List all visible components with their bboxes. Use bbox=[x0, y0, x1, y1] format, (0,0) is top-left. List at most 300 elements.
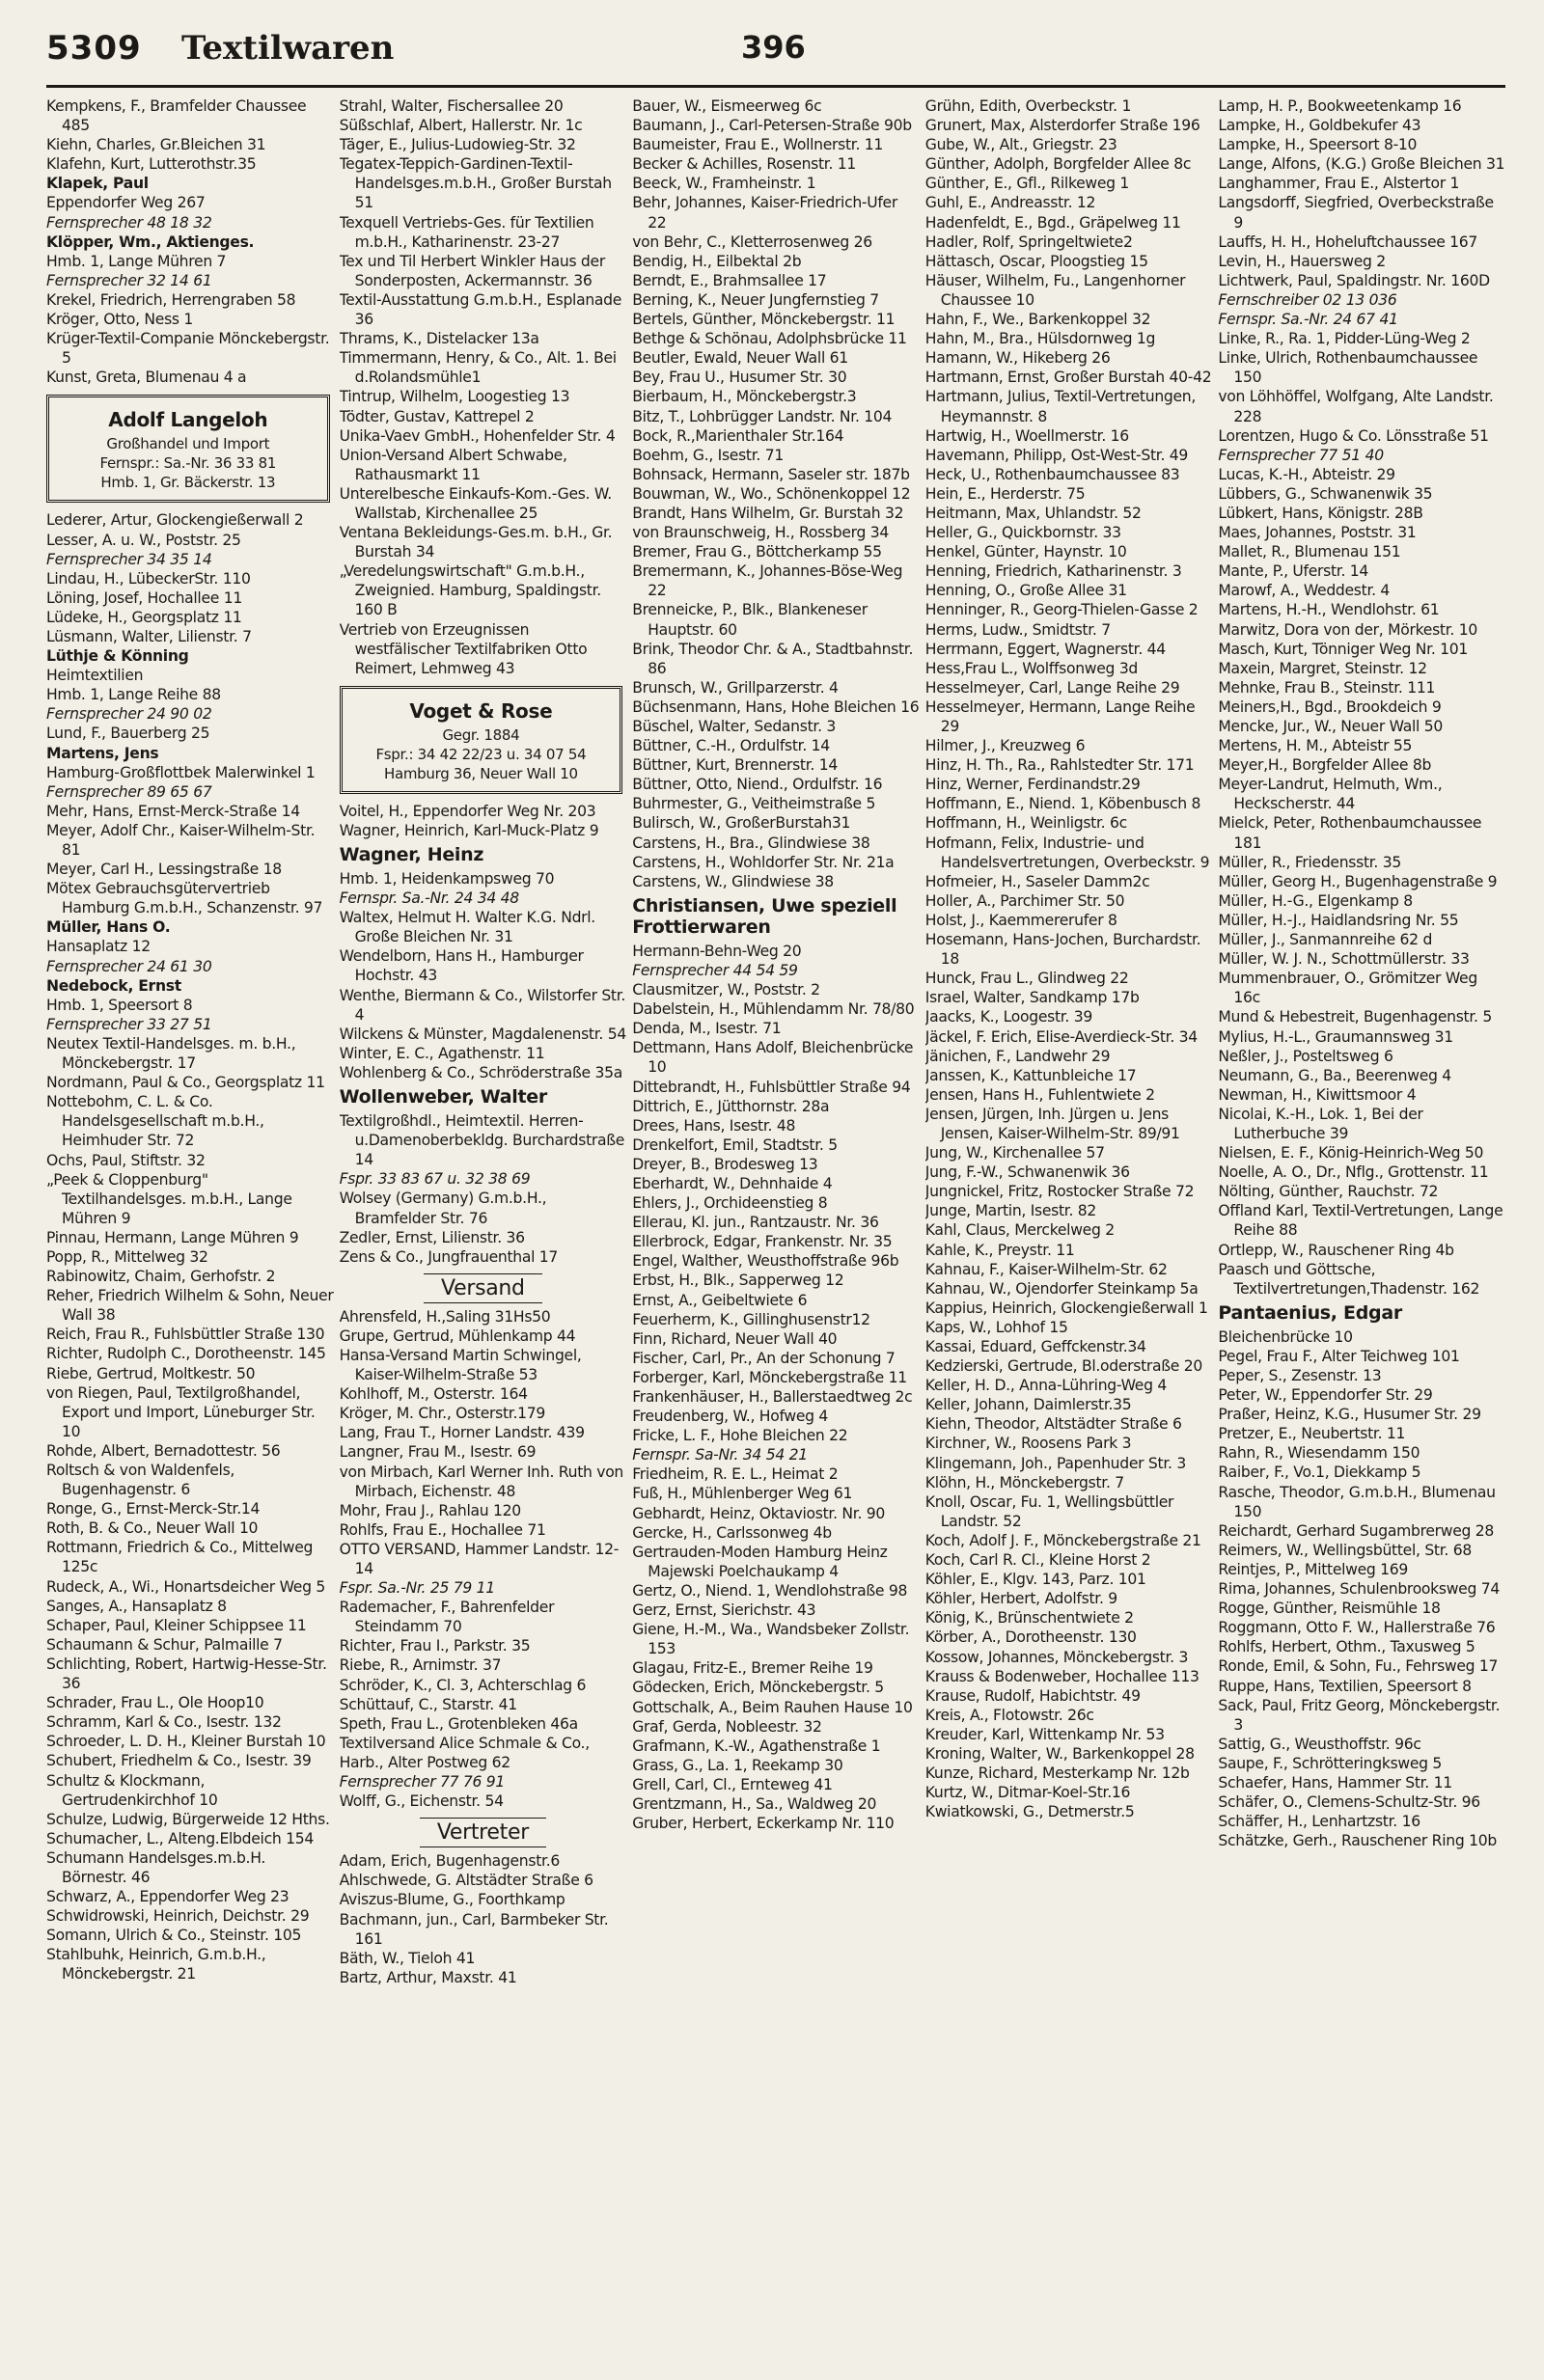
directory-entry: Mund & Hebestreit, Bugenhagenstr. 5 bbox=[1218, 1008, 1492, 1026]
directory-entry: Büschel, Walter, Sedanstr. 3 bbox=[632, 718, 837, 735]
directory-entry: Adam, Erich, Bugenhagenstr.6 bbox=[339, 1852, 560, 1871]
directory-entry: Guhl, E., Andreasstr. 12 bbox=[924, 194, 1096, 212]
directory-entry: Fernspr. Sa.-Nr. 24 34 48 bbox=[339, 889, 519, 908]
directory-entry: Brunsch, W., Grillparzerstr. 4 bbox=[632, 678, 839, 697]
directory-entry: Tintrup, Wilhelm, Loogestieg 13 bbox=[339, 388, 570, 406]
directory-entry: Fischer, Carl, Pr., An der Schonung 7 bbox=[632, 1349, 896, 1367]
directory-entry: Berning, K., Neuer Jungfernstieg 7 bbox=[632, 290, 879, 309]
directory-entry: Tegatex-Teppich-Gardinen-Textil-Handelsges.m.b.H., Großer Burstah 51 bbox=[339, 155, 612, 212]
directory-entry: Hahn, M., Bra., Hülsdornweg 1g bbox=[924, 330, 1156, 348]
directory-entry: Henkel, Günter, Haynstr. 10 bbox=[924, 543, 1127, 561]
directory-entry: Lamp, H. P., Bookweetenkamp 16 bbox=[1218, 97, 1462, 115]
directory-entry: Meiners,H., Bgd., Brookdeich 9 bbox=[1218, 698, 1442, 716]
directory-entry: Kreis, A., Flotowstr. 26c bbox=[924, 1706, 1094, 1724]
highlighted-entry: Pantaenius, Edgar bbox=[1218, 1301, 1402, 1324]
directory-entry: Jensen, Hans H., Fuhlentwiete 2 bbox=[924, 1085, 1155, 1104]
directory-entry: Langner, Frau M., Isestr. 69 bbox=[339, 1443, 537, 1462]
directory-entry: Nielsen, E. F., König-Heinrich-Weg 50 bbox=[1218, 1144, 1484, 1163]
directory-entry: Masch, Kurt, Tönniger Weg Nr. 101 bbox=[1218, 640, 1469, 658]
directory-entry: Kahl, Claus, Merckelweg 2 bbox=[924, 1221, 1115, 1240]
directory-entry: Eberhardt, W., Dehnhaide 4 bbox=[632, 1174, 833, 1192]
directory-entry: Rahn, R., Wiesendamm 150 bbox=[1218, 1444, 1420, 1463]
directory-entry: Heimtextilien bbox=[46, 667, 144, 685]
directory-entry: Gube, W., Alt., Griegstr. 23 bbox=[924, 136, 1117, 154]
directory-entry: Bremer, Frau G., Böttcherkamp 55 bbox=[632, 543, 882, 561]
directory-entry: Lesser, A. u. W., Poststr. 25 bbox=[46, 531, 241, 549]
directory-entry: König, K., Brünschentwiete 2 bbox=[924, 1609, 1134, 1628]
directory-entry: Neßler, J., Posteltsweg 6 bbox=[1218, 1047, 1393, 1065]
directory-entry: Ortlepp, W., Rauschener Ring 4b bbox=[1218, 1241, 1454, 1259]
directory-entry: Büchsenmann, Hans, Hohe Bleichen 16 bbox=[632, 698, 920, 716]
directory-entry: Schätzke, Gerh., Rauschener Ring 10b bbox=[1218, 1832, 1497, 1850]
advertisement-title: Voget & Rose bbox=[409, 698, 553, 723]
directory-entry: Mötex Gebrauchsgütervertrieb Hamburg G.m.b.H., Schanzenstr. 97 bbox=[46, 880, 323, 917]
directory-entry: Stahlbuhk, Heinrich, G.m.b.H., Mönckebergstr. 21 bbox=[46, 1946, 266, 1983]
directory-entry: Schäffer, H., Lenhartzstr. 16 bbox=[1218, 1813, 1420, 1831]
directory-entry: Müller, Georg H., Bugenhagenstraße 9 bbox=[1218, 872, 1498, 890]
directory-entry: Schrader, Frau L., Ole Hoop10 bbox=[46, 1694, 264, 1712]
directory-entry: Bierbaum, H., Mönckebergstr.3 bbox=[632, 388, 857, 406]
directory-entry: Schramm, Karl & Co., Isestr. 132 bbox=[46, 1713, 282, 1732]
directory-entry: Brenneicke, P., Blk., Blankeneser Hauptstr. 60 bbox=[632, 601, 868, 639]
directory-entry: Winter, E. C., Agathenstr. 11 bbox=[339, 1044, 545, 1062]
directory-entry: Hoffmann, H., Weinligstr. 6c bbox=[924, 814, 1127, 833]
directory-entry: Dettmann, Hans Adolf, Bleichenbrücke 10 bbox=[632, 1039, 914, 1077]
directory-entry: Boehm, G., Isestr. 71 bbox=[632, 446, 784, 464]
directory-entry: Jäckel, F. Erich, Elise-Averdieck-Str. 34 bbox=[924, 1027, 1198, 1046]
directory-entry: Grentzmann, H., Sa., Waldweg 20 bbox=[632, 1794, 877, 1813]
directory-entry: Holler, A., Parchimer Str. 50 bbox=[924, 891, 1125, 910]
directory-entry: Schumacher, L., Alteng.Elbdeich 154 bbox=[46, 1829, 314, 1847]
directory-entry: Fernsprecher 77 51 40 bbox=[1218, 446, 1384, 464]
directory-entry: Gruber, Herbert, Eckerkamp Nr. 110 bbox=[632, 1815, 895, 1833]
directory-entry: Schlichting, Robert, Hartwig-Hesse-Str. 36 bbox=[46, 1655, 327, 1693]
directory-entry: Zens & Co., Jungfrauenthal 17 bbox=[339, 1247, 559, 1266]
directory-entry: Reich, Frau R., Fuhlsbüttler Straße 130 bbox=[46, 1326, 325, 1344]
directory-entry: Reimers, W., Wellingsbüttel, Str. 68 bbox=[1218, 1541, 1472, 1559]
directory-entry: Bey, Frau U., Husumer Str. 30 bbox=[632, 369, 847, 387]
directory-entry: Engel, Walther, Weusthoffstraße 96b bbox=[632, 1252, 899, 1271]
directory-entry: Martens, Jens bbox=[46, 744, 159, 762]
directory-entry: von Mirbach, Karl Werner Inh. Ruth von Mirbach, Eichenstr. 48 bbox=[339, 1463, 624, 1500]
directory-entry: Hadler, Rolf, Springeltwiete2 bbox=[924, 233, 1133, 251]
directory-entry: Gödecken, Erich, Mönckebergstr. 5 bbox=[632, 1679, 884, 1697]
directory-entry: Textilgroßhdl., Heimtextil. Herren-u.Damenoberbekldg. Burchardstraße 14 bbox=[339, 1112, 625, 1169]
directory-entry: Ventana Bekleidungs-Ges.m. b.H., Gr. Burstah 34 bbox=[339, 524, 613, 561]
directory-columns bbox=[46, 96, 1505, 2364]
directory-entry: Gottschalk, A., Beim Rauhen Hause 10 bbox=[632, 1698, 913, 1716]
directory-entry: Meyer,H., Borgfelder Allee 8b bbox=[1218, 756, 1432, 775]
directory-entry: Wendelborn, Hans H., Hamburger Hochstr. 43 bbox=[339, 947, 584, 985]
directory-entry: Kahnau, F., Kaiser-Wilhelm-Str. 62 bbox=[924, 1260, 1168, 1278]
directory-entry: Fernsprecher 77 76 91 bbox=[339, 1773, 506, 1792]
directory-entry: Voitel, H., Eppendorfer Weg Nr. 203 bbox=[339, 802, 596, 820]
directory-entry: Kappius, Heinrich, Glockengießerwall 1 bbox=[924, 1299, 1208, 1317]
directory-entry: Rohlfs, Herbert, Othm., Taxusweg 5 bbox=[1218, 1638, 1475, 1656]
directory-entry: Bleichenbrücke 10 bbox=[1218, 1327, 1353, 1346]
directory-entry: Müller, W. J. N., Schottmüllerstr. 33 bbox=[1218, 950, 1470, 969]
directory-entry: Nottebohm, C. L. & Co. Handelsgesellschaft m.b.H., Heimhuder Str. 72 bbox=[46, 1093, 264, 1150]
directory-entry: Hartmann, Ernst, Großer Burstah 40-42 bbox=[924, 369, 1212, 387]
directory-entry: Mante, P., Uferstr. 14 bbox=[1218, 562, 1369, 581]
directory-entry: von Behr, C., Kletterrosenweg 26 bbox=[632, 233, 872, 251]
directory-entry: Jänichen, F., Landwehr 29 bbox=[924, 1047, 1111, 1065]
directory-entry: Kröger, M. Chr., Osterstr.179 bbox=[339, 1405, 545, 1423]
directory-entry: Roltsch & von Waldenfels, Bugenhagenstr. 6 bbox=[46, 1462, 235, 1499]
directory-entry: Kohlhoff, M., Osterstr. 164 bbox=[339, 1385, 528, 1404]
directory-entry: Mielck, Peter, Rothenbaumchaussee 181 bbox=[1218, 814, 1482, 852]
directory-entry: Union-Versand Albert Schwabe, Rathausmarkt 11 bbox=[339, 446, 567, 483]
directory-entry: Textilversand Alice Schmale & Co., bbox=[339, 1734, 590, 1752]
directory-entry: Häuser, Wilhelm, Fu., Langenhorner Chaussee 10 bbox=[924, 271, 1186, 309]
directory-entry: Fernschreiber 02 13 036 bbox=[1218, 290, 1397, 309]
directory-entry: von Löhhöffel, Wolfgang, Alte Landstr. 228 bbox=[1218, 388, 1494, 425]
directory-entry: Krüger-Textil-Companie Mönckebergstr. 5 bbox=[46, 330, 330, 368]
directory-entry: Jaacks, K., Loogestr. 39 bbox=[924, 1008, 1092, 1026]
directory-entry: Hesselmeyer, Hermann, Lange Reihe 29 bbox=[924, 698, 1196, 735]
directory-entry: Hartwig, H., Woellmerstr. 16 bbox=[924, 426, 1129, 445]
section-code: 5309 bbox=[46, 29, 142, 68]
directory-entry: Jensen, Jürgen, Inh. Jürgen u. Jens Jensen, Kaiser-Wilhelm-Str. 89/91 bbox=[924, 1105, 1180, 1142]
directory-entry: Newman, H., Kiwittsmoor 4 bbox=[1218, 1085, 1417, 1104]
directory-entry: Gebhardt, Heinz, Oktaviostr. Nr. 90 bbox=[632, 1504, 886, 1522]
directory-entry: Buhrmester, G., Veitheimstraße 5 bbox=[632, 795, 876, 813]
directory-entry: Schröder, K., Cl. 3, Achterschlag 6 bbox=[339, 1676, 587, 1694]
directory-entry: Fernsprecher 34 35 14 bbox=[46, 550, 212, 568]
directory-entry: Hofmann, Felix, Industrie- und Handelsvertretungen, Overbeckstr. 9 bbox=[924, 834, 1210, 871]
directory-entry: Fernspr. Sa.-Nr. 24 67 41 bbox=[1218, 311, 1398, 329]
directory-entry: Kreuder, Karl, Wittenkamp Nr. 53 bbox=[924, 1725, 1165, 1743]
directory-entry: Schroeder, L. D. H., Kleiner Burstah 10 bbox=[46, 1733, 326, 1751]
directory-entry: Erbst, H., Blk., Sapperweg 12 bbox=[632, 1272, 844, 1290]
column-3 bbox=[632, 96, 920, 2364]
directory-entry: Gercke, H., Carlssonweg 4b bbox=[632, 1523, 832, 1542]
directory-entry: Fernsprecher 24 61 30 bbox=[46, 957, 212, 975]
directory-entry: Pretzer, E., Neubertstr. 11 bbox=[1218, 1425, 1406, 1443]
directory-entry: Junge, Martin, Isestr. 82 bbox=[924, 1202, 1097, 1220]
directory-entry: Bethge & Schönau, Adolphsbrücke 11 bbox=[632, 330, 907, 348]
directory-entry: „Peek & Cloppenburg" Textilhandelsges. m.b.H., Lange Mühren 9 bbox=[46, 1170, 292, 1227]
directory-entry: Becker & Achilles, Rosenstr. 11 bbox=[632, 155, 857, 174]
advertisement-line: Gegr. 1884 bbox=[442, 725, 520, 744]
directory-entry: Carstens, H., Bra., Glindwiese 38 bbox=[632, 834, 870, 852]
directory-entry: Bauer, W., Eismeerweg 6c bbox=[632, 97, 822, 115]
directory-entry: Mummenbrauer, O., Grömitzer Weg 16c bbox=[1218, 970, 1477, 1007]
directory-entry: Fernsprecher 24 90 02 bbox=[46, 705, 212, 724]
directory-entry: Ronde, Emil, & Sohn, Fu., Fehrsweg 17 bbox=[1218, 1657, 1499, 1676]
directory-entry: Maxein, Margret, Steinstr. 12 bbox=[1218, 659, 1427, 677]
directory-entry: Berndt, E., Brahmsallee 17 bbox=[632, 271, 827, 289]
directory-entry: Kröger, Otto, Ness 1 bbox=[46, 311, 193, 329]
directory-entry: Giene, H.-M., Wa., Wandsbeker Zollstr. 153 bbox=[632, 1621, 910, 1658]
directory-entry: Schüttauf, C., Starstr. 41 bbox=[339, 1695, 517, 1713]
directory-entry: Offland Karl, Textil-Vertretungen, Lange Reihe 88 bbox=[1218, 1202, 1503, 1240]
directory-entry: Klingemann, Joh., Papenhuder Str. 3 bbox=[924, 1454, 1186, 1472]
directory-entry: Hamburg-Großflottbek Malerwinkel 1 bbox=[46, 763, 316, 781]
advertisement-line: Hmb. 1, Gr. Bäckerstr. 13 bbox=[100, 474, 276, 492]
directory-entry: Nicolai, K.-H., Lok. 1, Bei der Lutherbuche 39 bbox=[1218, 1105, 1423, 1142]
directory-entry: Lüdeke, H., Georgsplatz 11 bbox=[46, 608, 242, 626]
advertisement-line: Fspr.: 34 42 22/23 u. 34 07 54 bbox=[375, 745, 587, 763]
directory-entry: Unterelbesche Einkaufs-Kom.-Ges. W. Wallstab, Kirchenallee 25 bbox=[339, 484, 612, 522]
directory-entry: Wolff, G., Eichenstr. 54 bbox=[339, 1792, 504, 1811]
directory-entry: von Riegen, Paul, Textilgroßhandel, Export und Import, Lüneburger Str. 10 bbox=[46, 1383, 316, 1440]
directory-entry: Fernsprecher 33 27 51 bbox=[46, 1015, 212, 1033]
directory-entry: Lange, Alfons, (K.G.) Große Bleichen 31 bbox=[1218, 155, 1505, 174]
advertisement-line: Fernspr.: Sa.-Nr. 36 33 81 bbox=[99, 454, 277, 473]
directory-entry: Schwidrowski, Heinrich, Deichstr. 29 bbox=[46, 1907, 310, 1926]
directory-entry: Sack, Paul, Fritz Georg, Mönckebergstr. 3 bbox=[1218, 1696, 1501, 1734]
directory-entry: Bertels, Günther, Mönckebergstr. 11 bbox=[632, 311, 896, 329]
directory-entry: Timmermann, Henry, & Co., Alt. 1. Bei d.Rolandsmühle1 bbox=[339, 349, 617, 387]
directory-entry: Hmb. 1, Speersort 8 bbox=[46, 996, 193, 1014]
directory-entry: Rudeck, A., Wi., Honartsdeicher Weg 5 bbox=[46, 1577, 325, 1596]
directory-entry: Ellerbrock, Edgar, Frankenstr. Nr. 35 bbox=[632, 1233, 893, 1251]
directory-entry: Riebe, R., Arnimstr. 37 bbox=[339, 1656, 502, 1675]
directory-entry: Kunst, Greta, Blumenau 4 a bbox=[46, 369, 247, 387]
directory-entry: Kunze, Richard, Mesterkamp Nr. 12b bbox=[924, 1764, 1190, 1783]
directory-entry: Müller, Hans O. bbox=[46, 918, 171, 937]
advertisement-title: Adolf Langeloh bbox=[108, 408, 268, 432]
directory-entry: Schulze, Ludwig, Bürgerweide 12 Hths. bbox=[46, 1810, 330, 1828]
advertisement-box bbox=[340, 686, 623, 794]
directory-entry: Mallet, R., Blumenau 151 bbox=[1218, 543, 1401, 561]
directory-entry: Brink, Theodor Chr. & A., Stadtbahnstr. 86 bbox=[632, 640, 914, 677]
directory-entry: Nölting, Günther, Rauchstr. 72 bbox=[1218, 1183, 1439, 1201]
directory-entry: „Veredelungswirtschaft" G.m.b.H., Zweignied. Hamburg, Spaldingstr. 160 B bbox=[339, 562, 601, 619]
directory-entry: Kempkens, F., Bramfelder Chaussee 485 bbox=[46, 97, 307, 135]
directory-entry: Kwiatkowski, G., Detmerstr.5 bbox=[924, 1803, 1135, 1821]
directory-entry: Lüthje & Könning bbox=[46, 647, 189, 666]
directory-entry: Müller, H.-J., Haidlandsring Nr. 55 bbox=[1218, 911, 1459, 929]
directory-entry: Raiber, F., Vo.1, Diekkamp 5 bbox=[1218, 1464, 1421, 1482]
directory-entry: Saupe, F., Schrötteringksweg 5 bbox=[1218, 1754, 1443, 1772]
directory-entry: Marwitz, Dora von der, Mörkestr. 10 bbox=[1218, 620, 1477, 639]
directory-entry: Büttner, Kurt, Brennerstr. 14 bbox=[632, 756, 838, 775]
directory-entry: Bitz, T., Lohbrügger Landstr. Nr. 104 bbox=[632, 407, 893, 425]
directory-entry: Krauss & Bodenweber, Hochallee 113 bbox=[924, 1667, 1199, 1685]
directory-entry: Graf, Gerda, Nobleestr. 32 bbox=[632, 1717, 822, 1736]
directory-entry: Praßer, Heinz, K.G., Husumer Str. 29 bbox=[1218, 1406, 1481, 1424]
highlighted-entry: Wollenweber, Walter bbox=[339, 1086, 547, 1108]
directory-entry: Koch, Carl R. Cl., Kleine Horst 2 bbox=[924, 1551, 1151, 1570]
directory-entry: Kassai, Eduard, Geffckenstr.34 bbox=[924, 1338, 1146, 1355]
directory-entry: Dittrich, E., Jütthornstr. 28a bbox=[632, 1097, 830, 1115]
directory-entry: Unika-Vaev GmbH., Hohenfelder Str. 4 bbox=[339, 426, 616, 445]
directory-entry: Lauffs, H. H., Hoheluftchaussee 167 bbox=[1218, 233, 1478, 251]
directory-entry: Müller, R., Friedensstr. 35 bbox=[1218, 853, 1401, 871]
directory-entry: Dittebrandt, H., Fuhlsbüttler Straße 94 bbox=[632, 1078, 911, 1096]
directory-entry: Levin, H., Hauersweg 2 bbox=[1218, 252, 1386, 270]
directory-entry: Thrams, K., Distelacker 13a bbox=[339, 330, 539, 348]
directory-entry: Behr, Johannes, Kaiser-Friedrich-Ufer 22 bbox=[632, 194, 897, 232]
directory-entry: Peter, W., Eppendorfer Str. 29 bbox=[1218, 1386, 1433, 1405]
directory-entry: Kahnau, W., Ojendorfer Steinkamp 5a bbox=[924, 1279, 1199, 1298]
directory-entry: Kurtz, W., Ditmar-Koel-Str.16 bbox=[924, 1784, 1131, 1802]
directory-entry: Grell, Carl, Cl., Ernteweg 41 bbox=[632, 1775, 833, 1793]
directory-entry: Aviszus-Blume, G., Foorthkamp bbox=[339, 1891, 565, 1909]
directory-entry: Grunert, Max, Alsterdorfer Straße 196 bbox=[924, 117, 1200, 135]
directory-entry: Rademacher, F., Bahrenfelder Steindamm 70 bbox=[339, 1599, 555, 1636]
directory-entry: Linke, R., Ra. 1, Pidder-Lüng-Weg 2 bbox=[1218, 330, 1471, 348]
directory-entry: Israel, Walter, Sandkamp 17b bbox=[924, 989, 1140, 1007]
directory-entry: Müller, H.-G., Elgenkamp 8 bbox=[1218, 891, 1413, 910]
directory-entry: Fernsprecher 32 14 61 bbox=[46, 271, 212, 289]
directory-entry: Knoll, Oscar, Fu. 1, Wellingsbüttler Landstr. 52 bbox=[924, 1492, 1174, 1530]
directory-entry: Lang, Frau T., Horner Landstr. 439 bbox=[339, 1424, 585, 1442]
directory-entry: Rogge, Günther, Reismühle 18 bbox=[1218, 1600, 1441, 1618]
directory-entry: Henning, O., Große Allee 31 bbox=[924, 582, 1127, 600]
directory-entry: Ochs, Paul, Stiftstr. 32 bbox=[46, 1151, 206, 1169]
directory-entry: Hmb. 1, Heidenkampsweg 70 bbox=[339, 870, 555, 888]
directory-entry: Keller, H. D., Anna-Lühring-Weg 4 bbox=[924, 1377, 1167, 1395]
directory-entry: Reher, Friedrich Wilhelm & Sohn, Neuer Wall 38 bbox=[46, 1287, 334, 1325]
directory-entry: Bremermann, K., Johannes-Böse-Weg 22 bbox=[632, 562, 903, 600]
directory-entry: Roggmann, Otto F. W., Hallerstraße 76 bbox=[1218, 1619, 1496, 1637]
directory-entry: Denda, M., Isestr. 71 bbox=[632, 1020, 782, 1038]
directory-entry: Sattig, G., Weusthoffstr. 96c bbox=[1218, 1735, 1421, 1753]
directory-entry: Richter, Rudolph C., Dorotheenstr. 145 bbox=[46, 1345, 326, 1363]
directory-entry: Speth, Frau L., Grotenbleken 46a bbox=[339, 1714, 578, 1733]
directory-entry: Tex und Til Herbert Winkler Haus der Sonderposten, Ackermannstr. 36 bbox=[339, 252, 605, 289]
directory-entry: Noelle, A. O., Dr., Nflg., Grottenstr. 11 bbox=[1218, 1163, 1489, 1182]
directory-entry: Schaumann & Schur, Palmaille 7 bbox=[46, 1635, 283, 1654]
directory-entry: Fernsprecher 48 18 32 bbox=[46, 213, 212, 232]
directory-entry: Reichardt, Gerhard Sugambrerweg 28 bbox=[1218, 1521, 1494, 1540]
directory-entry: Wolsey (Germany) G.m.b.H., Bramfelder Str. 76 bbox=[339, 1190, 547, 1227]
column-2 bbox=[340, 96, 627, 2364]
directory-entry: Schwarz, A., Eppendorfer Weg 23 bbox=[46, 1888, 290, 1906]
directory-entry: Henninger, R., Georg-Thielen-Gasse 2 bbox=[924, 601, 1199, 619]
section-heading bbox=[340, 1276, 627, 1301]
directory-entry: Kossow, Johannes, Mönckebergstr. 3 bbox=[924, 1648, 1189, 1666]
directory-entry: Fricke, L. F., Hohe Bleichen 22 bbox=[632, 1427, 848, 1445]
directory-entry: Hmb. 1, Lange Mühren 7 bbox=[46, 252, 227, 270]
directory-entry: Kirchner, W., Roosens Park 3 bbox=[924, 1435, 1132, 1453]
directory-entry: Baumann, J., Carl-Petersen-Straße 90b bbox=[632, 117, 912, 135]
directory-entry: Sanges, A., Hansaplatz 8 bbox=[46, 1597, 227, 1615]
directory-entry: Mencke, Jur., W., Neuer Wall 50 bbox=[1218, 718, 1443, 735]
directory-entry: Somann, Ulrich & Co., Steinstr. 105 bbox=[46, 1927, 302, 1945]
directory-entry: Hess,Frau L., Wolffsonweg 3d bbox=[924, 659, 1139, 677]
directory-entry: Brandt, Hans Wilhelm, Gr. Burstah 32 bbox=[632, 504, 904, 522]
directory-entry: Jungnickel, Fritz, Rostocker Straße 72 bbox=[924, 1183, 1195, 1201]
directory-entry: Hoffmann, E., Niend. 1, Köbenbusch 8 bbox=[924, 795, 1201, 813]
directory-entry: Neutex Textil-Handelsges. m. b.H., Mönckebergstr. 17 bbox=[46, 1034, 296, 1073]
directory-entry: Fspr. 33 83 67 u. 32 38 69 bbox=[339, 1170, 531, 1189]
directory-entry: Mehr, Hans, Ernst-Merck-Straße 14 bbox=[46, 802, 300, 820]
directory-entry: Texquell Vertriebs-Ges. für Textilien m.b.H., Katharinenstr. 23-27 bbox=[339, 213, 594, 251]
directory-entry: Ellerau, Kl. jun., Rantzaustr. Nr. 36 bbox=[632, 1214, 879, 1232]
directory-entry: Rima, Johannes, Schulenbrooksweg 74 bbox=[1218, 1580, 1500, 1599]
directory-entry: Kiehn, Charles, Gr.Bleichen 31 bbox=[46, 136, 266, 154]
directory-entry: Ronge, G., Ernst-Merck-Str.14 bbox=[46, 1500, 261, 1518]
directory-entry: Holst, J., Kaemmererufer 8 bbox=[924, 911, 1117, 929]
directory-entry: Fuß, H., Mühlenberger Weg 61 bbox=[632, 1485, 853, 1503]
directory-entry: Hofmeier, H., Saseler Damm2c bbox=[924, 872, 1150, 890]
directory-entry: Richter, Frau I., Parkstr. 35 bbox=[339, 1637, 531, 1655]
directory-entry: Heck, U., Rothenbaumchaussee 83 bbox=[924, 465, 1180, 483]
directory-entry: Beeck, W., Framheinstr. 1 bbox=[632, 175, 816, 193]
directory-entry: Hinz, Werner, Ferdinandstr.29 bbox=[924, 776, 1141, 794]
directory-entry: Meyer, Carl H., Lessingstraße 18 bbox=[46, 861, 282, 879]
directory-entry: Schumann Handelsges.m.b.H. Börnestr. 46 bbox=[46, 1848, 266, 1886]
highlighted-entry: Christiansen, Uwe speziell Frottierwaren bbox=[632, 894, 897, 938]
directory-entry: Lampke, H., Goldbekufer 43 bbox=[1218, 117, 1421, 135]
directory-entry: Lüsmann, Walter, Lilienstr. 7 bbox=[46, 627, 252, 645]
directory-entry: Heitmann, Max, Uhlandstr. 52 bbox=[924, 504, 1142, 522]
directory-entry: Baumeister, Frau E., Wollnerstr. 11 bbox=[632, 136, 884, 154]
directory-entry: Meyer-Landrut, Helmuth, Wm., Heckscherstr. 44 bbox=[1218, 776, 1443, 813]
directory-entry: Bachmann, jun., Carl, Barmbeker Str. 161 bbox=[339, 1910, 609, 1948]
directory-entry: Mehnke, Frau B., Steinstr. 111 bbox=[1218, 678, 1436, 697]
directory-entry: Pegel, Frau F., Alter Teichweg 101 bbox=[1218, 1347, 1460, 1365]
directory-entry: Lübbers, G., Schwanenwik 35 bbox=[1218, 484, 1433, 503]
directory-entry: Zedler, Ernst, Lilienstr. 36 bbox=[339, 1228, 525, 1246]
page-header bbox=[46, 19, 1505, 85]
directory-entry: Drenkelfort, Emil, Stadtstr. 5 bbox=[632, 1135, 838, 1154]
directory-entry: Friedheim, R. E. L., Heimat 2 bbox=[632, 1465, 839, 1484]
section-heading-label: Vertreter bbox=[420, 1818, 546, 1847]
directory-entry: Jung, W., Kirchenallee 57 bbox=[924, 1144, 1105, 1163]
directory-entry: Lorentzen, Hugo & Co. Lönsstraße 51 bbox=[1218, 426, 1489, 445]
directory-entry: Gertrauden-Moden Hamburg Heinz Majewski Poelchaukamp 4 bbox=[632, 1543, 888, 1580]
directory-entry: Neumann, G., Ba., Beerenweg 4 bbox=[1218, 1066, 1451, 1084]
directory-entry: Ehlers, J., Orchideenstieg 8 bbox=[632, 1194, 828, 1213]
directory-entry: Glagau, Fritz-E., Bremer Reihe 19 bbox=[632, 1659, 873, 1678]
directory-entry: Eppendorfer Weg 267 bbox=[46, 194, 206, 212]
directory-entry: Grupe, Gertrud, Mühlenkamp 44 bbox=[339, 1327, 576, 1345]
header-rule bbox=[46, 85, 1505, 88]
directory-entry: Rohde, Albert, Bernadottestr. 56 bbox=[46, 1441, 281, 1460]
directory-entry: Mohr, Frau J., Rahlau 120 bbox=[339, 1501, 521, 1519]
directory-entry: Günther, E., Gfl., Rilkeweg 1 bbox=[924, 175, 1130, 193]
directory-entry: Bendig, H., Eilbektal 2b bbox=[632, 252, 802, 270]
directory-entry: Kahle, K., Preystr. 11 bbox=[924, 1241, 1075, 1259]
section-heading bbox=[340, 1820, 627, 1846]
advertisement-box bbox=[46, 395, 330, 503]
directory-entry: Kiehn, Theodor, Altstädter Straße 6 bbox=[924, 1415, 1182, 1434]
directory-entry: Schaper, Paul, Kleiner Schippsee 11 bbox=[46, 1616, 307, 1634]
directory-entry: Beutler, Ewald, Neuer Wall 61 bbox=[632, 349, 848, 368]
directory-entry: Nordmann, Paul & Co., Georgsplatz 11 bbox=[46, 1074, 325, 1092]
directory-entry: Peper, S., Zesenstr. 13 bbox=[1218, 1367, 1382, 1384]
directory-entry: Gertz, O., Niend. 1, Wendlohstraße 98 bbox=[632, 1581, 908, 1600]
directory-entry: Pinnau, Hermann, Lange Mühren 9 bbox=[46, 1228, 299, 1246]
directory-entry: Martens, H.-H., Wendlohstr. 61 bbox=[1218, 601, 1440, 619]
directory-entry: Süßschlaf, Albert, Hallerstr. Nr. 1c bbox=[339, 117, 583, 135]
directory-entry: Dreyer, B., Brodesweg 13 bbox=[632, 1155, 818, 1173]
directory-entry: Lübkert, Hans, Königstr. 28B bbox=[1218, 504, 1423, 522]
directory-entry: Maes, Johannes, Poststr. 31 bbox=[1218, 524, 1417, 542]
directory-entry: Jung, F.-W., Schwanenwik 36 bbox=[924, 1163, 1130, 1182]
directory-entry: Bohnsack, Hermann, Saseler str. 187b bbox=[632, 465, 910, 483]
directory-entry: Fernsprecher 44 54 59 bbox=[632, 961, 798, 979]
directory-entry: Riebe, Gertrud, Moltkestr. 50 bbox=[46, 1364, 256, 1382]
directory-entry: Hadenfeldt, E., Bgd., Gräpelweg 11 bbox=[924, 213, 1181, 232]
column-5 bbox=[1218, 96, 1505, 2364]
directory-entry: Hahn, F., We., Barkenkoppel 32 bbox=[924, 311, 1151, 329]
directory-entry: Kroning, Walter, W., Barkenkoppel 28 bbox=[924, 1744, 1195, 1763]
directory-entry: Krause, Rudolf, Habichtstr. 49 bbox=[924, 1686, 1141, 1705]
directory-entry: OTTO VERSAND, Hammer Landstr. 12-14 bbox=[339, 1540, 620, 1577]
directory-entry: Klapek, Paul bbox=[46, 175, 149, 193]
directory-entry: Koch, Adolf J. F., Mönckebergstraße 21 bbox=[924, 1531, 1201, 1549]
directory-entry: Bouwman, W., Wo., Schönenkoppel 12 bbox=[632, 484, 911, 503]
directory-entry: Rabinowitz, Chaim, Gerhofstr. 2 bbox=[46, 1268, 276, 1286]
directory-entry: Wenthe, Biermann & Co., Wilstorfer Str. 4 bbox=[339, 986, 626, 1024]
directory-entry: Hinz, H. Th., Ra., Rahlstedter Str. 171 bbox=[924, 756, 1195, 775]
